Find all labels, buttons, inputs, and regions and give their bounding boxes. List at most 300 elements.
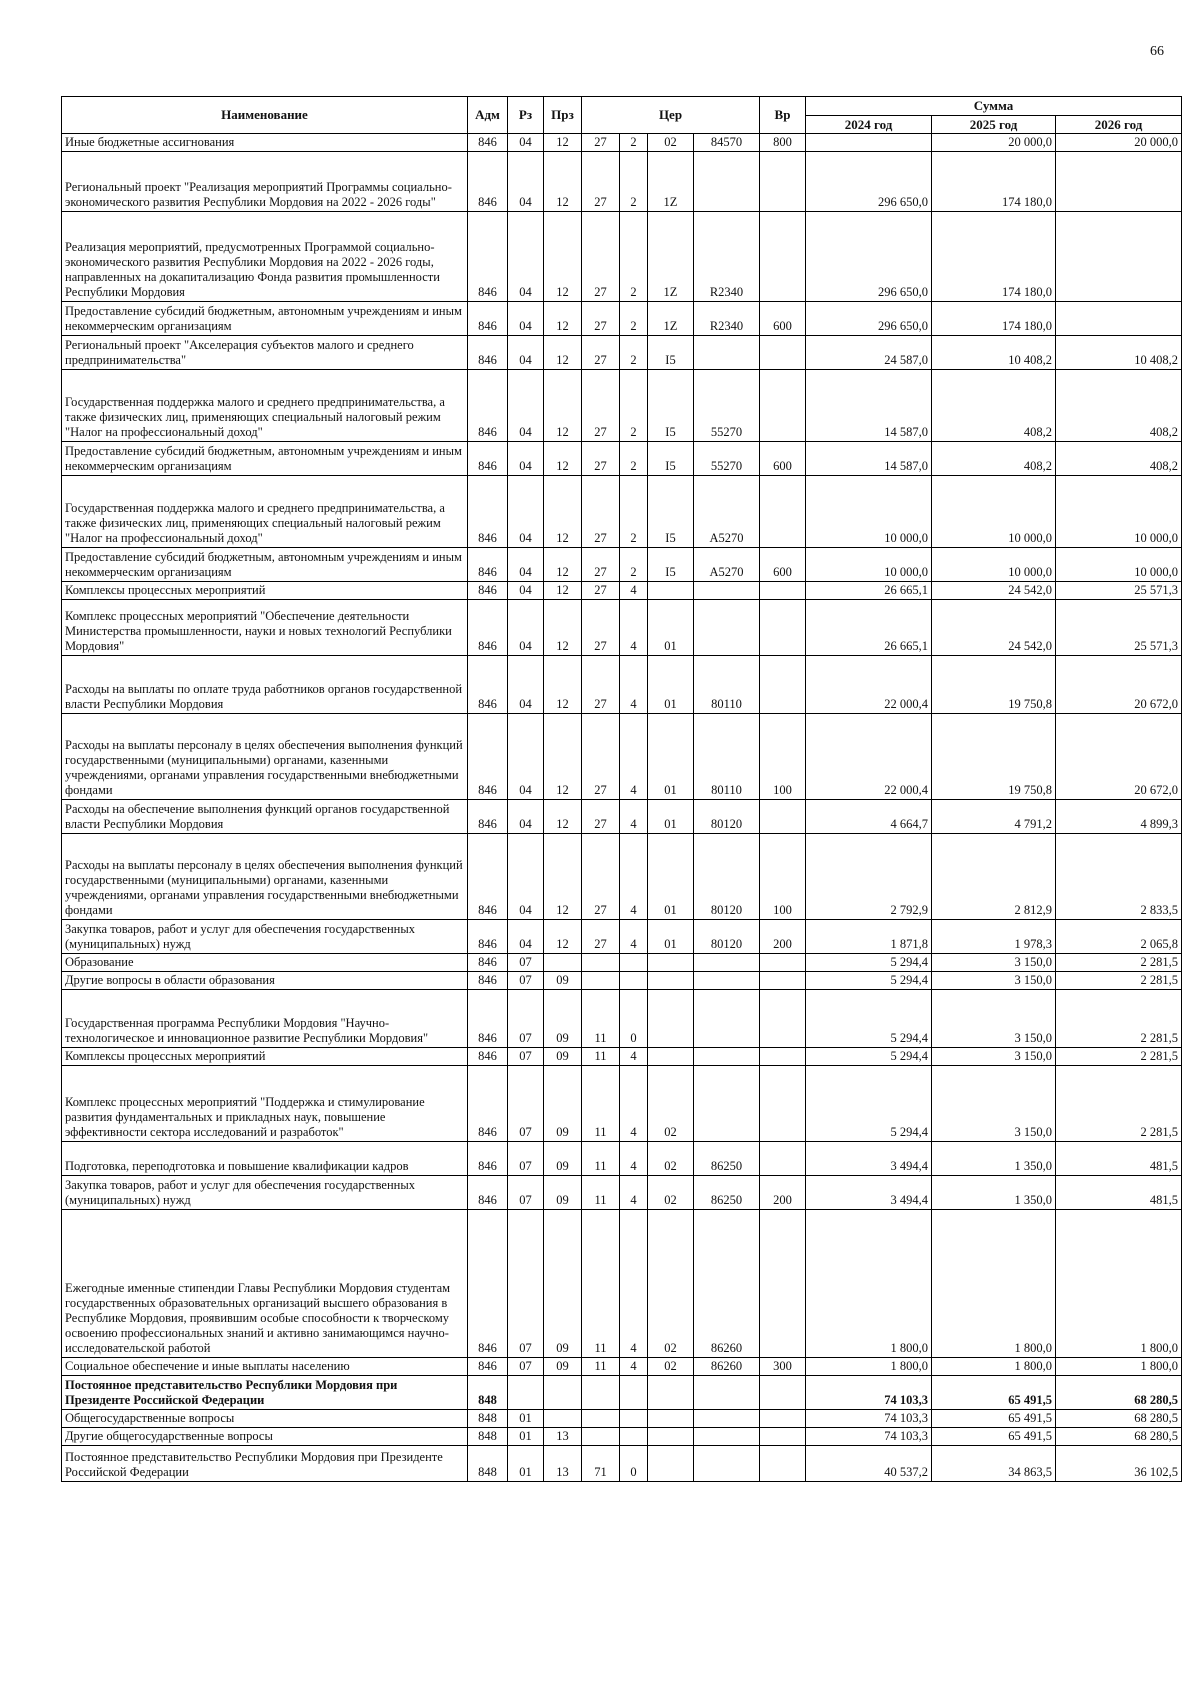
table-row [62, 1142, 1182, 1176]
cell-name: Предоставление субсидий бюджетным, автономным учреждениям и иным некоммерческим организациям [62, 548, 468, 582]
cell-name: Постоянное представительство Республики Мордовия при Президенте Российской Федерации [62, 1376, 468, 1410]
cell-name: Расходы на выплаты по оплате труда работников органов государственной власти Республики Мордовия [62, 656, 468, 714]
cell-cer-event: I5 [648, 336, 694, 370]
cell-rz: 04 [508, 834, 544, 920]
cell-sum-2026: 2 281,5 [1056, 990, 1182, 1048]
cell-cer-event: 1Z [648, 302, 694, 336]
cell-sum-2024: 26 665,1 [806, 582, 932, 600]
table-row [62, 1410, 1182, 1428]
cell-sum-2026: 68 280,5 [1056, 1376, 1182, 1410]
cell-cer-event: 01 [648, 920, 694, 954]
cell-prz: 09 [544, 1048, 582, 1066]
cell-adm: 846 [468, 212, 508, 302]
cell-cer-direction [694, 954, 760, 972]
cell-adm: 846 [468, 1048, 508, 1066]
cell-sum-2025: 408,2 [932, 442, 1056, 476]
cell-sum-2024: 1 871,8 [806, 920, 932, 954]
table-row [62, 1428, 1182, 1446]
cell-sum-2024: 3 494,4 [806, 1142, 932, 1176]
cell-cer-event: 02 [648, 1066, 694, 1142]
cell-sum-2024: 40 537,2 [806, 1446, 932, 1482]
table-row [62, 954, 1182, 972]
cell-vr: 600 [760, 442, 806, 476]
cell-cer-event: 1Z [648, 212, 694, 302]
cell-adm: 846 [468, 1066, 508, 1142]
cell-vr: 100 [760, 834, 806, 920]
cell-rz: 04 [508, 600, 544, 656]
cell-prz: 12 [544, 152, 582, 212]
cell-name: Предоставление субсидий бюджетным, автономным учреждениям и иным некоммерческим организациям [62, 442, 468, 476]
cell-cer-event: I5 [648, 476, 694, 548]
cell-sum-2025: 10 000,0 [932, 476, 1056, 548]
cell-prz: 12 [544, 370, 582, 442]
cell-cer-direction [694, 990, 760, 1048]
cell-name: Подготовка, переподготовка и повышение квалификации кадров [62, 1142, 468, 1176]
cell-name: Региональный проект "Акселерация субъектов малого и среднего предпринимательства" [62, 336, 468, 370]
cell-name: Государственная поддержка малого и среднего предпринимательства, а также физических лиц, применяющих специальный налоговый режим "Налог на профессиональный доход" [62, 476, 468, 548]
cell-sum-2026: 481,5 [1056, 1176, 1182, 1210]
cell-sum-2026: 20 672,0 [1056, 656, 1182, 714]
cell-cer-type [620, 1428, 648, 1446]
table-row [62, 1176, 1182, 1210]
cell-sum-2026: 68 280,5 [1056, 1428, 1182, 1446]
table-row [62, 600, 1182, 656]
cell-rz: 04 [508, 152, 544, 212]
cell-cer-program: 27 [582, 834, 620, 920]
header-cer: Цер [582, 97, 760, 134]
cell-sum-2024: 5 294,4 [806, 1066, 932, 1142]
header-vr: Вр [760, 97, 806, 134]
cell-prz: 12 [544, 476, 582, 548]
cell-prz: 12 [544, 548, 582, 582]
table-row [62, 990, 1182, 1048]
cell-cer-type: 4 [620, 920, 648, 954]
cell-vr [760, 1376, 806, 1410]
cell-cer-event [648, 954, 694, 972]
table-row [62, 336, 1182, 370]
cell-cer-direction [694, 1048, 760, 1066]
cell-rz: 07 [508, 972, 544, 990]
cell-adm: 846 [468, 600, 508, 656]
cell-adm: 848 [468, 1376, 508, 1410]
cell-cer-direction: 80110 [694, 714, 760, 800]
cell-adm: 846 [468, 442, 508, 476]
cell-adm: 846 [468, 714, 508, 800]
cell-sum-2026: 2 281,5 [1056, 954, 1182, 972]
cell-sum-2026: 2 281,5 [1056, 1048, 1182, 1066]
cell-cer-program: 11 [582, 1210, 620, 1358]
cell-name: Другие вопросы в области образования [62, 972, 468, 990]
table-row [62, 714, 1182, 800]
cell-cer-direction: 86250 [694, 1142, 760, 1176]
cell-sum-2024: 74 103,3 [806, 1428, 932, 1446]
cell-cer-event: 01 [648, 714, 694, 800]
cell-sum-2026: 4 899,3 [1056, 800, 1182, 834]
cell-name: Комплексы процессных мероприятий [62, 1048, 468, 1066]
cell-cer-type: 4 [620, 1210, 648, 1358]
cell-sum-2024: 1 800,0 [806, 1210, 932, 1358]
cell-cer-program: 27 [582, 582, 620, 600]
cell-cer-type: 2 [620, 548, 648, 582]
cell-name: Закупка товаров, работ и услуг для обеспечения государственных (муниципальных) нужд [62, 920, 468, 954]
cell-vr [760, 336, 806, 370]
cell-adm: 846 [468, 582, 508, 600]
cell-vr: 300 [760, 1358, 806, 1376]
cell-cer-event: I5 [648, 370, 694, 442]
cell-rz: 04 [508, 212, 544, 302]
cell-sum-2026: 481,5 [1056, 1142, 1182, 1176]
cell-sum-2026 [1056, 302, 1182, 336]
cell-cer-type: 4 [620, 656, 648, 714]
cell-rz: 01 [508, 1446, 544, 1482]
cell-name: Предоставление субсидий бюджетным, автономным учреждениям и иным некоммерческим организациям [62, 302, 468, 336]
cell-sum-2026: 2 281,5 [1056, 1066, 1182, 1142]
cell-cer-direction [694, 600, 760, 656]
cell-cer-event: 01 [648, 656, 694, 714]
cell-sum-2026: 20 000,0 [1056, 134, 1182, 152]
cell-cer-direction: 55270 [694, 442, 760, 476]
table-row [62, 1376, 1182, 1410]
cell-cer-event: 02 [648, 1176, 694, 1210]
table-row [62, 548, 1182, 582]
cell-rz: 01 [508, 1428, 544, 1446]
cell-vr [760, 1428, 806, 1446]
cell-prz: 12 [544, 714, 582, 800]
cell-cer-program [582, 972, 620, 990]
table-row [62, 1210, 1182, 1358]
cell-sum-2026 [1056, 152, 1182, 212]
budget-table [61, 96, 1182, 1482]
cell-sum-2024 [806, 134, 932, 152]
cell-sum-2025: 1 978,3 [932, 920, 1056, 954]
table-header [62, 97, 1182, 134]
cell-cer-program [582, 1410, 620, 1428]
table-row [62, 920, 1182, 954]
cell-cer-program: 11 [582, 1176, 620, 1210]
cell-sum-2026: 20 672,0 [1056, 714, 1182, 800]
cell-adm: 846 [468, 1142, 508, 1176]
cell-sum-2025: 174 180,0 [932, 302, 1056, 336]
table-row [62, 1066, 1182, 1142]
cell-name: Реализация мероприятий, предусмотренных Программой социально-экономического развития Республики Мордовия на 2022 - 2026 годы, направленных на докапитализацию Фонда развития промышленности Республики Мордовия [62, 212, 468, 302]
cell-adm: 846 [468, 990, 508, 1048]
cell-sum-2026: 408,2 [1056, 370, 1182, 442]
cell-prz: 12 [544, 302, 582, 336]
cell-sum-2024: 22 000,4 [806, 714, 932, 800]
cell-sum-2026 [1056, 212, 1182, 302]
cell-sum-2026: 408,2 [1056, 442, 1182, 476]
cell-sum-2026: 10 000,0 [1056, 548, 1182, 582]
cell-sum-2026: 25 571,3 [1056, 582, 1182, 600]
cell-vr [760, 370, 806, 442]
cell-cer-event [648, 1446, 694, 1482]
cell-cer-program: 11 [582, 990, 620, 1048]
cell-adm: 846 [468, 370, 508, 442]
cell-cer-direction [694, 582, 760, 600]
cell-name: Комплексы процессных мероприятий [62, 582, 468, 600]
cell-cer-type: 4 [620, 1142, 648, 1176]
cell-prz: 13 [544, 1446, 582, 1482]
cell-prz: 12 [544, 582, 582, 600]
cell-vr [760, 1048, 806, 1066]
cell-sum-2025: 24 542,0 [932, 582, 1056, 600]
cell-cer-program: 27 [582, 476, 620, 548]
cell-prz: 13 [544, 1428, 582, 1446]
table-row [62, 1358, 1182, 1376]
cell-sum-2024: 26 665,1 [806, 600, 932, 656]
cell-sum-2025: 1 350,0 [932, 1176, 1056, 1210]
cell-sum-2025: 3 150,0 [932, 1066, 1056, 1142]
cell-cer-type: 2 [620, 212, 648, 302]
cell-cer-program: 11 [582, 1048, 620, 1066]
cell-adm: 848 [468, 1428, 508, 1446]
cell-cer-direction: R2340 [694, 302, 760, 336]
cell-adm: 846 [468, 834, 508, 920]
cell-adm: 846 [468, 548, 508, 582]
cell-sum-2024: 1 800,0 [806, 1358, 932, 1376]
table-row [62, 476, 1182, 548]
cell-cer-event: 02 [648, 1210, 694, 1358]
cell-sum-2024: 14 587,0 [806, 442, 932, 476]
cell-vr: 200 [760, 920, 806, 954]
cell-cer-direction [694, 972, 760, 990]
cell-adm: 846 [468, 972, 508, 990]
cell-rz: 07 [508, 1066, 544, 1142]
cell-rz: 04 [508, 582, 544, 600]
table-row [62, 800, 1182, 834]
cell-sum-2025: 1 800,0 [932, 1358, 1056, 1376]
cell-cer-direction: 86250 [694, 1176, 760, 1210]
cell-cer-program: 27 [582, 714, 620, 800]
cell-cer-type: 4 [620, 1176, 648, 1210]
header-2026: 2026 год [1056, 115, 1182, 134]
cell-name: Расходы на выплаты персоналу в целях обеспечения выполнения функций государственными (муниципальными) органами, казенными учреждениями, органами управления государственными внебюджетными фондами [62, 714, 468, 800]
header-adm: Адм [468, 97, 508, 134]
cell-sum-2024: 3 494,4 [806, 1176, 932, 1210]
cell-sum-2024: 296 650,0 [806, 212, 932, 302]
cell-sum-2024: 5 294,4 [806, 954, 932, 972]
cell-cer-event: I5 [648, 548, 694, 582]
cell-sum-2025: 10 000,0 [932, 548, 1056, 582]
cell-rz: 07 [508, 1048, 544, 1066]
table-row [62, 212, 1182, 302]
cell-name: Ежегодные именные стипендии Главы Республики Мордовия студентам государственных образовательных организаций высшего образования в Республике Мордовия, проявившим особые способности к творческому освоению профессиональных знаний и активно занимающимся научно-исследовательской работой [62, 1210, 468, 1358]
cell-name: Региональный проект "Реализация мероприятий Программы социально-экономического развития Республики Мордовия на 2022 - 2026 годы" [62, 152, 468, 212]
header-sum: Сумма [806, 97, 1182, 116]
cell-prz: 12 [544, 212, 582, 302]
cell-cer-event [648, 1048, 694, 1066]
cell-cer-program: 11 [582, 1142, 620, 1176]
cell-sum-2025: 19 750,8 [932, 714, 1056, 800]
cell-prz: 12 [544, 336, 582, 370]
cell-sum-2024: 14 587,0 [806, 370, 932, 442]
cell-cer-type: 4 [620, 1358, 648, 1376]
cell-cer-type: 4 [620, 1048, 648, 1066]
cell-sum-2026: 1 800,0 [1056, 1358, 1182, 1376]
cell-cer-program: 11 [582, 1358, 620, 1376]
cell-prz: 12 [544, 656, 582, 714]
cell-sum-2025: 24 542,0 [932, 600, 1056, 656]
cell-cer-direction [694, 1066, 760, 1142]
cell-sum-2025: 174 180,0 [932, 152, 1056, 212]
cell-cer-type: 4 [620, 582, 648, 600]
table-row [62, 370, 1182, 442]
cell-cer-event [648, 1410, 694, 1428]
cell-cer-type: 4 [620, 600, 648, 656]
cell-name: Другие общегосударственные вопросы [62, 1428, 468, 1446]
cell-rz: 04 [508, 920, 544, 954]
cell-cer-type: 2 [620, 370, 648, 442]
cell-adm: 846 [468, 954, 508, 972]
cell-name: Государственная поддержка малого и среднего предпринимательства, а также физических лиц, применяющих специальный налоговый режим "Налог на профессиональный доход" [62, 370, 468, 442]
cell-sum-2025: 3 150,0 [932, 990, 1056, 1048]
cell-cer-program: 27 [582, 134, 620, 152]
cell-rz: 04 [508, 714, 544, 800]
cell-cer-direction: A5270 [694, 476, 760, 548]
cell-sum-2026: 10 000,0 [1056, 476, 1182, 548]
cell-sum-2025: 3 150,0 [932, 1048, 1056, 1066]
cell-vr [760, 1210, 806, 1358]
cell-prz [544, 1410, 582, 1428]
cell-name: Закупка товаров, работ и услуг для обеспечения государственных (муниципальных) нужд [62, 1176, 468, 1210]
cell-sum-2024: 5 294,4 [806, 1048, 932, 1066]
cell-adm: 846 [468, 152, 508, 212]
table-row [62, 656, 1182, 714]
table-row [62, 302, 1182, 336]
cell-prz: 12 [544, 134, 582, 152]
cell-cer-type: 0 [620, 990, 648, 1048]
cell-name: Комплекс процессных мероприятий "Поддержка и стимулирование развития фундаментальных и прикладных наук, повышение эффективности сектора исследований и разработок" [62, 1066, 468, 1142]
cell-prz: 12 [544, 920, 582, 954]
cell-cer-event [648, 1428, 694, 1446]
table-row [62, 972, 1182, 990]
cell-adm: 846 [468, 1176, 508, 1210]
cell-cer-type [620, 1376, 648, 1410]
cell-vr [760, 600, 806, 656]
cell-rz: 04 [508, 656, 544, 714]
cell-prz: 09 [544, 1358, 582, 1376]
table-row [62, 442, 1182, 476]
cell-prz: 09 [544, 990, 582, 1048]
cell-sum-2024: 22 000,4 [806, 656, 932, 714]
cell-cer-type [620, 972, 648, 990]
cell-vr [760, 1142, 806, 1176]
cell-name: Образование [62, 954, 468, 972]
cell-prz [544, 1376, 582, 1410]
cell-sum-2024: 296 650,0 [806, 302, 932, 336]
cell-name: Расходы на выплаты персоналу в целях обеспечения выполнения функций государственными (муниципальными) органами, казенными учреждениями, органами управления государственными внебюджетными фондами [62, 834, 468, 920]
cell-rz: 04 [508, 800, 544, 834]
cell-sum-2026: 2 833,5 [1056, 834, 1182, 920]
cell-name: Общегосударственные вопросы [62, 1410, 468, 1428]
cell-vr: 600 [760, 548, 806, 582]
cell-sum-2026: 2 065,8 [1056, 920, 1182, 954]
cell-cer-program: 27 [582, 152, 620, 212]
cell-cer-event: 02 [648, 1358, 694, 1376]
cell-vr [760, 972, 806, 990]
cell-rz: 07 [508, 954, 544, 972]
table-body [62, 134, 1182, 1482]
cell-rz: 04 [508, 442, 544, 476]
cell-prz: 09 [544, 1210, 582, 1358]
cell-cer-event [648, 1376, 694, 1410]
cell-cer-type [620, 954, 648, 972]
cell-adm: 846 [468, 656, 508, 714]
cell-cer-direction: 80120 [694, 920, 760, 954]
table-row [62, 1446, 1182, 1482]
cell-vr [760, 152, 806, 212]
cell-cer-program [582, 954, 620, 972]
cell-cer-type: 2 [620, 442, 648, 476]
cell-sum-2025: 20 000,0 [932, 134, 1056, 152]
cell-sum-2025: 10 408,2 [932, 336, 1056, 370]
cell-prz: 12 [544, 442, 582, 476]
cell-name: Иные бюджетные ассигнования [62, 134, 468, 152]
cell-cer-direction: 86260 [694, 1210, 760, 1358]
cell-prz: 12 [544, 800, 582, 834]
cell-adm: 848 [468, 1446, 508, 1482]
cell-vr [760, 212, 806, 302]
cell-cer-type [620, 1410, 648, 1428]
cell-sum-2025: 1 350,0 [932, 1142, 1056, 1176]
cell-sum-2026: 1 800,0 [1056, 1210, 1182, 1358]
cell-cer-direction [694, 1446, 760, 1482]
cell-rz: 07 [508, 1210, 544, 1358]
table-row [62, 1048, 1182, 1066]
header-prz: Прз [544, 97, 582, 134]
cell-rz: 04 [508, 370, 544, 442]
cell-adm: 846 [468, 920, 508, 954]
header-2025: 2025 год [932, 115, 1056, 134]
cell-name: Государственная программа Республики Мордовия "Научно-технологическое и инновационное развитие Республики Мордовия" [62, 990, 468, 1048]
header-rz: Рз [508, 97, 544, 134]
cell-cer-direction: 80120 [694, 834, 760, 920]
cell-adm: 846 [468, 476, 508, 548]
cell-sum-2026: 36 102,5 [1056, 1446, 1182, 1482]
cell-sum-2025: 1 800,0 [932, 1210, 1056, 1358]
cell-sum-2026: 68 280,5 [1056, 1410, 1182, 1428]
cell-name: Постоянное представительство Республики Мордовия при Президенте Российской Федерации [62, 1446, 468, 1482]
cell-prz: 09 [544, 1176, 582, 1210]
cell-cer-type: 2 [620, 302, 648, 336]
cell-cer-program [582, 1376, 620, 1410]
cell-cer-event: 01 [648, 834, 694, 920]
cell-sum-2026: 10 408,2 [1056, 336, 1182, 370]
cell-adm: 846 [468, 134, 508, 152]
cell-rz: 04 [508, 336, 544, 370]
header-name: Наименование [62, 97, 468, 134]
cell-sum-2024: 24 587,0 [806, 336, 932, 370]
cell-sum-2025: 34 863,5 [932, 1446, 1056, 1482]
cell-sum-2024: 296 650,0 [806, 152, 932, 212]
cell-cer-direction: R2340 [694, 212, 760, 302]
cell-prz: 09 [544, 1066, 582, 1142]
cell-vr [760, 954, 806, 972]
cell-vr: 600 [760, 302, 806, 336]
cell-rz: 07 [508, 1142, 544, 1176]
cell-sum-2024: 10 000,0 [806, 476, 932, 548]
cell-cer-program: 27 [582, 370, 620, 442]
cell-cer-direction [694, 336, 760, 370]
table-row [62, 834, 1182, 920]
cell-prz: 09 [544, 972, 582, 990]
cell-cer-program: 27 [582, 600, 620, 656]
cell-rz: 07 [508, 990, 544, 1048]
cell-sum-2025: 19 750,8 [932, 656, 1056, 714]
cell-vr [760, 1446, 806, 1482]
cell-sum-2025: 65 491,5 [932, 1376, 1056, 1410]
cell-sum-2025: 2 812,9 [932, 834, 1056, 920]
